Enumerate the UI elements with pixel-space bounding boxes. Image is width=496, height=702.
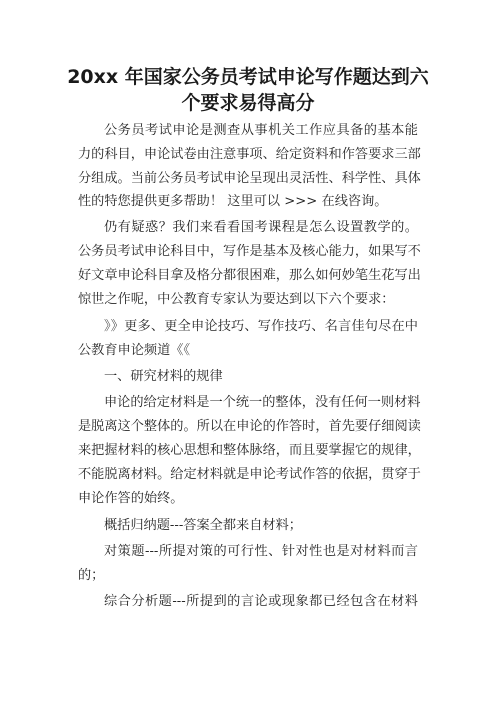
section-heading: 一、研究材料的规律	[104, 369, 223, 384]
paragraph-line: 申论的给定材料是一个统一的整体，没有任何一则材料	[104, 395, 421, 410]
paragraph-line: 性的特您提供更多帮助！ 这里可以 >>> 在线咨询。	[78, 194, 388, 209]
paragraph-line: 综合分析题---所提到的言论或现象都已经包含在材料	[104, 594, 418, 609]
document-title-line-1: 20xx 年国家公务员考试申论写作题达到六	[67, 66, 429, 88]
document-title-line-2: 个要求易得高分	[181, 92, 315, 114]
paragraph-line: 》》更多、更全申论技巧、写作技巧、名言佳句尽在中	[104, 319, 418, 334]
paragraph-line: 的；	[78, 568, 105, 583]
paragraph-line: 公务员考试申论是测查从事机关工作应具备的基本能	[104, 123, 418, 138]
paragraph-line: 是脱离这个整体的。所以在申论的作答时，首先要仔细阅读	[78, 419, 421, 434]
paragraph-line: 对策题---所提对策的可行性、针对性也是对材料而言	[104, 544, 418, 559]
paragraph-line: 来把握材料的核心思想和整体脉络，而且要掌握它的规律，	[78, 443, 421, 458]
paragraph-line: 公务员考试申论科目中，写作是基本及核心能力，如果写不	[78, 244, 421, 259]
paragraph-line: 仍有疑惑？我们来看看国考课程是怎么设置教学的。	[104, 220, 418, 235]
paragraph-line: 力的科目，申论试卷由注意事项、给定资料和作答要求三部	[78, 147, 421, 162]
paragraph-line: 好文章申论科目拿及格分都很困难，那么如何妙笔生花写出	[78, 268, 421, 283]
paragraph-line: 公教育申论频道《《	[78, 343, 191, 358]
paragraph-line: 分组成。当前公务员考试申论呈现出灵活性、科学性、具体	[78, 171, 421, 186]
paragraph-line: 惊世之作呢，中公教育专家认为要达到以下六个要求：	[78, 292, 395, 307]
paragraph-line: 不能脱离材料。给定材料就是申论考试作答的依据，贯穿于	[78, 467, 421, 482]
paragraph-line: 概括归纳题---答案全都来自材料；	[104, 518, 302, 533]
paragraph-line: 申论作答的始终。	[78, 491, 184, 506]
